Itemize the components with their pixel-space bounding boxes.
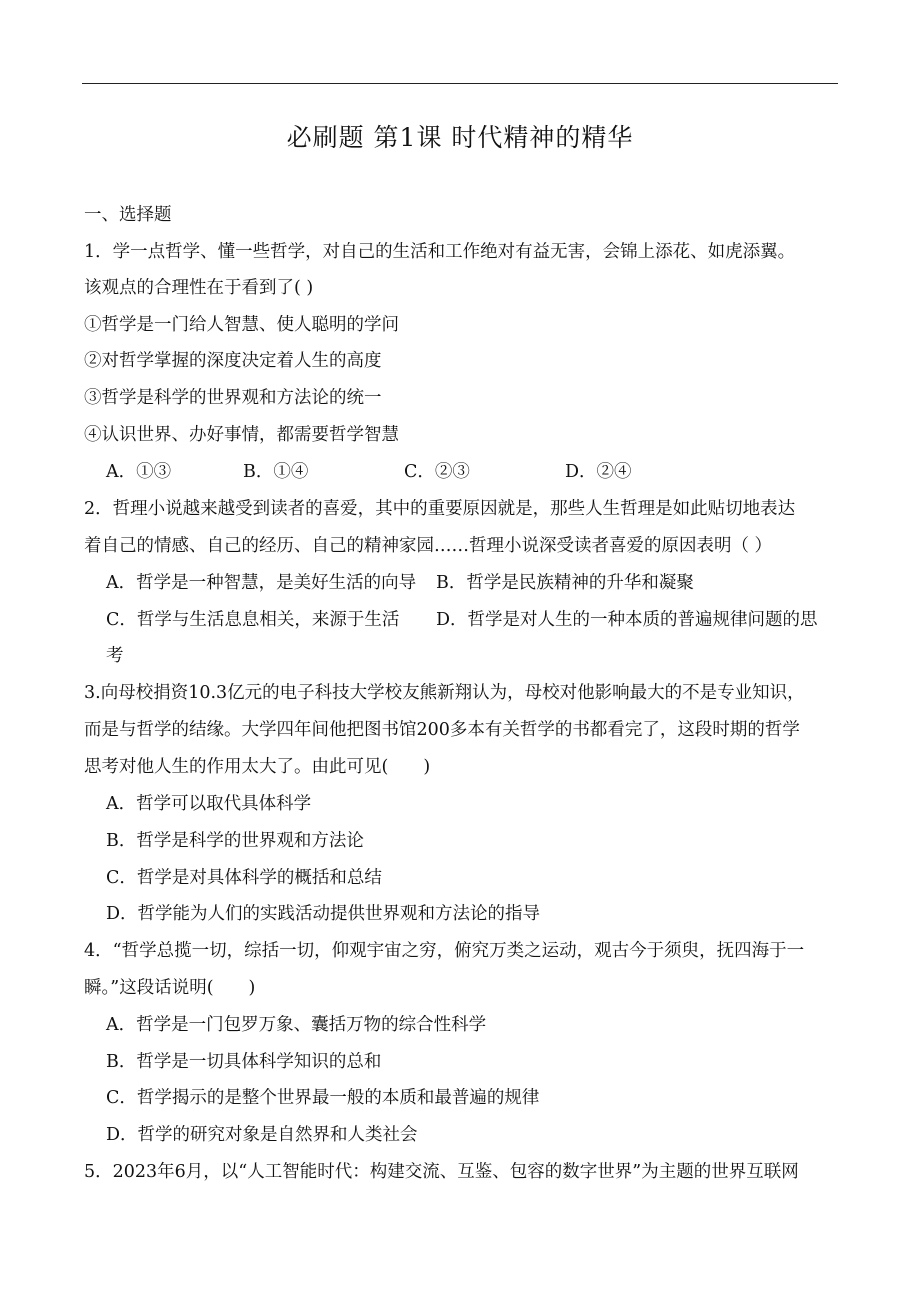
option-c[interactable]: C．哲学揭示的是整个世界最一般的本质和最普遍的规律 [106, 1088, 540, 1108]
question-text: 思考对他人生的作用太大了。由此可见( ) [84, 757, 431, 777]
question-text: 3.向母校捐资10.3亿元的电子科技大学校友熊新翔认为，母校对他影响最大的不是专业知识， [84, 683, 805, 703]
option-d[interactable]: D．哲学能为人们的实践活动提供世界观和方法论的指导 [106, 904, 541, 924]
option-c[interactable]: C．②③ [404, 462, 470, 482]
statement-item: ④认识世界、办好事情，都需要哲学智慧 [84, 425, 399, 445]
option-b[interactable]: B．哲学是民族精神的升华和凝聚 [436, 573, 694, 593]
statement-item: ③哲学是科学的世界观和方法论的统一 [84, 388, 382, 408]
question-text: 5．2023年6月，以“人工智能时代：构建交流、互鉴、包容的数字世界”为主题的世界互联网 [84, 1162, 799, 1182]
statement-item: ①哲学是一门给人智慧、使人聪明的学问 [84, 315, 399, 335]
question-text: 2．哲理小说越来越受到读者的喜爱，其中的重要原因就是，那些人生哲理是如此贴切地表达 [84, 499, 796, 519]
statement-item: ②对哲学掌握的深度决定着人生的高度 [84, 351, 382, 371]
page-title: 必刷题 第1课 时代精神的精华 [286, 123, 634, 152]
question-text: 着自己的情感、自己的经历、自己的精神家园……哲理小说深受读者喜爱的原因表明（ ） [84, 536, 773, 556]
option-a[interactable]: A．哲学是一门包罗万象、囊括万物的综合性科学 [106, 1015, 487, 1035]
option-a[interactable]: A．哲学是一种智慧，是美好生活的向导 [106, 573, 417, 593]
option-b[interactable]: B．哲学是科学的世界观和方法论 [106, 831, 364, 851]
option-d[interactable]: D．哲学是对人生的一种本质的普遍规律问题的思 [436, 610, 818, 630]
option-c[interactable]: C．哲学与生活息息相关，来源于生活 [106, 610, 400, 630]
question-text: 瞬。”这段话说明( ) [84, 978, 256, 998]
question-text: 1．学一点哲学、懂一些哲学，对自己的生活和工作绝对有益无害，会锦上添花、如虎添翼。 [84, 242, 796, 262]
option-b[interactable]: B．哲学是一切具体科学知识的总和 [106, 1052, 382, 1072]
question-text: 该观点的合理性在于看到了( ) [84, 278, 314, 298]
header-rule [82, 83, 838, 84]
question-text: 而是与哲学的结缘。大学四年间他把图书馆200多本有关哲学的书都看完了，这段时期的哲学 [84, 720, 800, 740]
option-b[interactable]: B．①④ [243, 462, 309, 482]
option-d[interactable]: D．哲学的研究对象是自然界和人类社会 [106, 1125, 418, 1145]
option-d-continued: 考 [106, 646, 124, 666]
option-a[interactable]: A．哲学可以取代具体科学 [106, 794, 312, 814]
section-heading: 一、选择题 [84, 205, 172, 225]
option-c[interactable]: C．哲学是对具体科学的概括和总结 [106, 868, 382, 888]
question-text: 4．“哲学总揽一切，综括一切，仰观宇宙之穷，俯究万类之运动，观古今于须臾，抚四海于一 [84, 941, 805, 961]
option-a[interactable]: A．①③ [106, 462, 172, 482]
option-d[interactable]: D．②④ [565, 462, 632, 482]
